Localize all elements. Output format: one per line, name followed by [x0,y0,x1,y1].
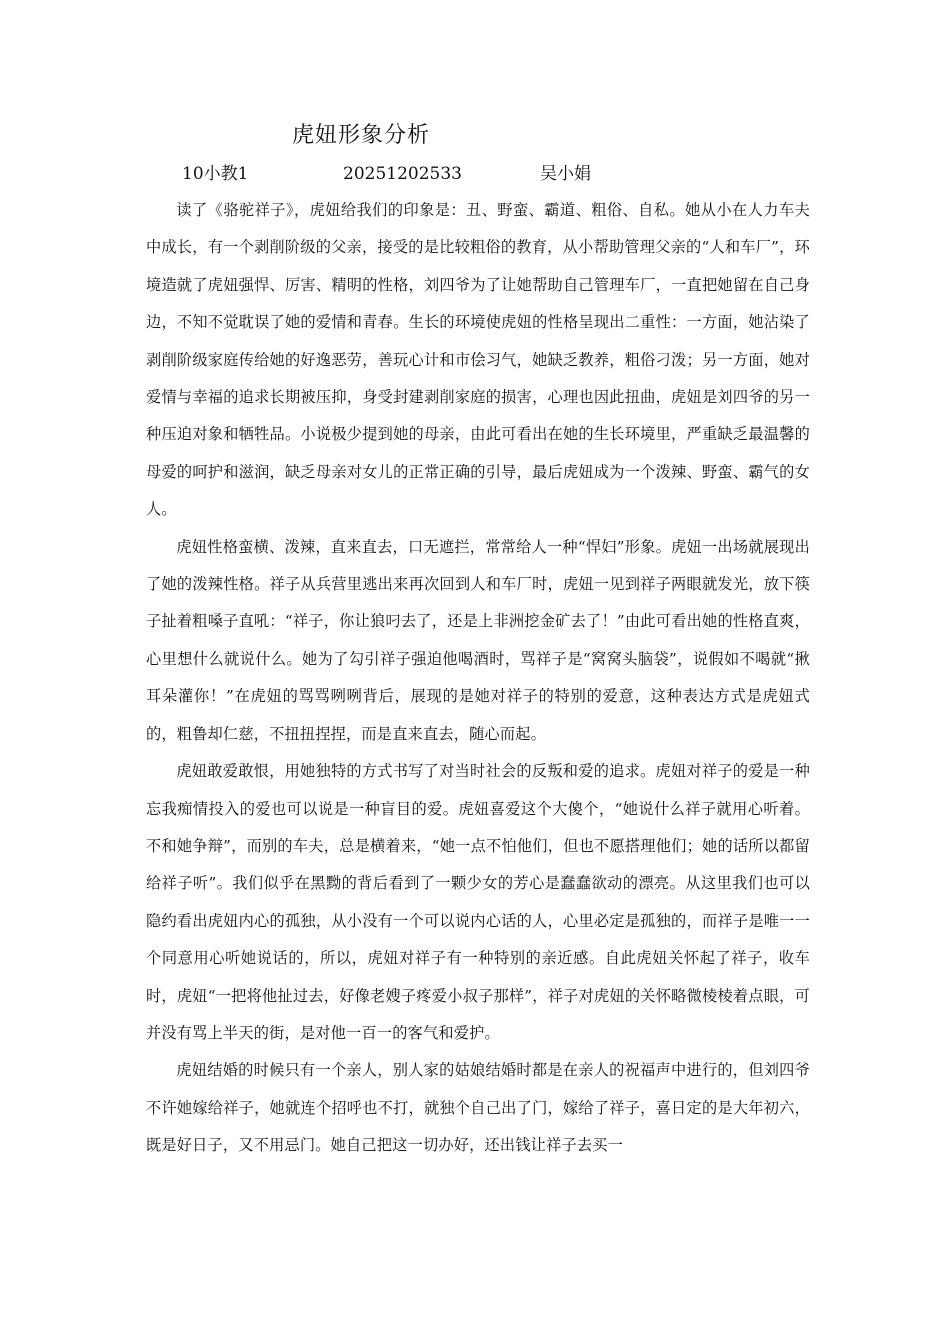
document-title: 虎妞形象分析 [292,123,431,148]
student-id: 20251202533 [343,164,462,184]
class-name: 10小教1 [182,164,249,184]
paragraph-2: 虎妞性格蛮横、泼辣，直来直去，口无遮拦，常常给人一种“悍妇”形象。虎妞一出场就展现出了她的泼辣性格。祥子从兵营里逃出来再次回到人和车厂时，虎妞一见到祥子两眼就发光，放下筷子扯着粗嗓子直吼：“祥子，你让狼叼去了，还是上非洲挖金矿去了！”由此可看出她的性格直爽，心里想什么就说什么。她为了勾引祥子强迫他喝酒时，骂祥子是“窝窝头脑袋”，说假如不喝就“揪耳朵灌你！”在虎妞的骂骂咧咧背后，展现的是她对祥子的特别的爱意，这种表达方式是虎妞式的，粗鲁却仁慈，不扭扭捏捏，而是直来直去，随心而起。 [146,537,810,743]
paragraph-4: 虎妞结婚的时候只有一个亲人，别人家的姑娘结婚时都是在亲人的祝福声中进行的，但刘四爷不许她嫁给祥子，她就连个招呼也不打，就独个自己出了门，嫁给了祥子，喜日定的是大年初六，既是好日子，又不用忌门。她自己把这一切办好，还出钱让祥子去买一 [146,1061,810,1155]
paragraph-1: 读了《骆驼祥子》，虎妞给我们的印象是：丑、野蛮、霸道、粗俗、自私。她从小在人力车夫中成长，有一个剥削阶级的父亲，接受的是比较粗俗的教育，从小帮助管理父亲的“人和车厂”，环境造就了虎妞强悍、厉害、精明的性格，刘四爷为了让她帮助自己管理车厂，一直把她留在自己身边，不知不觉耽误了她的爱情和青春。生长的环境使虎妞的性格呈现出二重性：一方面，她沾染了剥削阶级家庭传给她的好逸恶劳，善玩心计和市侩习气，她缺乏教养，粗俗刁泼；另一方面，她对爱情与幸福的追求长期被压抑，身受封建剥削家庭的损害，心理也因此扭曲，虎妞是刘四爷的另一种压迫对象和牺牲品。小说极少提到她的母亲，由此可看出在她的生长环境里，严重缺乏最温馨的母爱的呵护和滋润，缺乏母亲对女儿的正常正确的引导，最后虎妞成为一个泼辣、野蛮、霸气的女人。 [146,201,810,519]
essay-body [146,192,810,1165]
author-name: 吴小娟 [540,164,591,184]
paragraph-3: 虎妞敢爱敢恨，用她独特的方式书写了对当时社会的反叛和爱的追求。虎妞对祥子的爱是一种忘我痴情投入的爱也可以说是一种盲目的爱。虎妞喜爱这个大傻个，“她说什么祥子就用心听着。不和她争辩”，而别的车夫，总是横着来，“她一点不怕他们，但也不愿搭理他们；她的话所以都留给祥子听”。我们似乎在黑黝的背后看到了一颗少女的芳心是蠢蠢欲动的漂亮。从这里我们也可以隐约看出虎妞内心的孤独，从小没有一个可以说内心话的人，心里必定是孤独的，而祥子是唯一一个同意用心听她说话的，所以，虎妞对祥子有一种特别的亲近感。自此虎妞关怀起了祥子，收车时，虎妞“一把将他扯过去，好像老嫂子疼爱小叔子那样”，祥子对虎妞的关怀略微棱棱着点眼，可并没有骂上半天的街，是对他一百一的客气和爱护。 [146,762,810,1042]
